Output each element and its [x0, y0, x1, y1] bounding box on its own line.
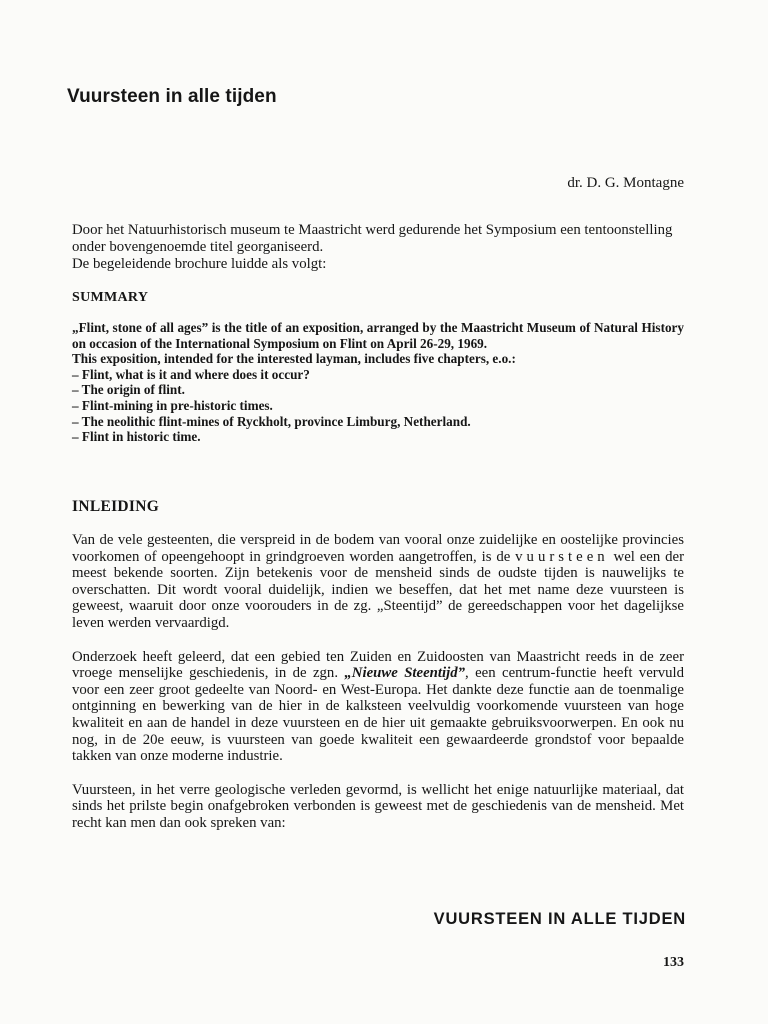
page	[67, 0, 686, 1024]
intro-line-1: Door het Natuurhistorisch museum te Maastricht werd gedurende het Symposium een tentoonstelling onder bovengenoemde titel georganiseerd.	[72, 222, 673, 255]
summary-item: – Flint, what is it and where does it occur?	[72, 366, 310, 382]
summary-list	[72, 367, 684, 445]
body-paragraph-1	[72, 532, 684, 632]
summary-paragraph: „Flint, stone of all ages” is the title of an exposition, arranged by the Maastricht Museum of Natural History on occasion of the International Symposium on Flint on April 26-29, 1969.	[72, 320, 684, 351]
p2-emphasis: „Nieuwe Steentijd”	[344, 665, 466, 682]
summary-item: – The origin of flint.	[72, 382, 185, 398]
summary-lead: This exposition, intended for the interested layman, includes five chapters, e.o.:	[72, 351, 516, 367]
page-number: 133	[663, 955, 684, 970]
p2-text-b: , een centrum-functie heeft vervuld voor een zeer groot gedeelte van Noord- en West-Europa. Het dankte deze functie aan de toenmalige ontginning en bewerking van de hier in de kalksteen veelvuldig voorkomende vuursteen van hoge kwaliteit en aan de handel in deze vuursteen en de hier uit gemaakte gebruiksvoorwerpen. En ook nu nog, in de 20e eeuw, is vuursteen van goede kwaliteit een gewaardeerde grondstof voor bepaalde takken van onze moderne industrie.	[72, 665, 685, 765]
p1-text-b: wel een der meest bekende soorten. Zijn betekenis voor de mensheid sinds de oudste tijden is nauwelijks te overschatten. Dit wordt vooral duidelijk, indien we beseffen, dat het met name deze vuursteen is geweest, waaruit door onze voorouders in de zg. „Steentijd” de gereedschappen voor het dagelijkse leven werden vervaardigd.	[72, 548, 684, 631]
article-title: Vuursteen in alle tijden	[67, 86, 277, 107]
summary-item: – The neolithic flint-mines of Ryckholt, province Limburg, Netherland.	[72, 413, 471, 429]
inleiding-heading: INLEIDING	[72, 498, 160, 515]
p1-text-a: Van de vele gesteenten, die verspreid in de bodem van vooral onze zuidelijke en oostelijke provincies voorkomen of opeengehoopt in grindgroeven worden aangetroffen, is de	[72, 532, 684, 565]
summary-item: – Flint in historic time.	[72, 429, 201, 445]
body-paragraph-2	[72, 649, 684, 765]
author-line: dr. D. G. Montagne	[567, 175, 684, 191]
summary-block	[72, 320, 684, 445]
body-paragraph-3: Vuursteen, in het verre geologische verleden gevormd, is wellicht het enige natuurlijke materiaal, dat sinds het prilste begin onafgebroken verbonden is geweest met de geschiedenis van de mensheid. Met recht kan men dan ook spreken van:	[72, 781, 684, 831]
intro-line-2: De begeleidende brochure luidde als volgt:	[72, 255, 327, 272]
inleiding-body	[72, 532, 684, 849]
summary-item: – Flint-mining in pre-historic times.	[72, 397, 273, 413]
intro-paragraph	[72, 222, 684, 272]
p1-spaced-word: vuursteen	[515, 548, 609, 565]
closing-heading: VUURSTEEN IN ALLE TIJDEN	[433, 910, 686, 928]
summary-heading: SUMMARY	[72, 290, 149, 305]
p2-text-a: Onderzoek heeft geleerd, dat een gebied ten Zuiden en Zuidoosten van Maastricht reeds in de zeer vroege menselijke geschiedenis, in de zgn.	[72, 648, 684, 682]
